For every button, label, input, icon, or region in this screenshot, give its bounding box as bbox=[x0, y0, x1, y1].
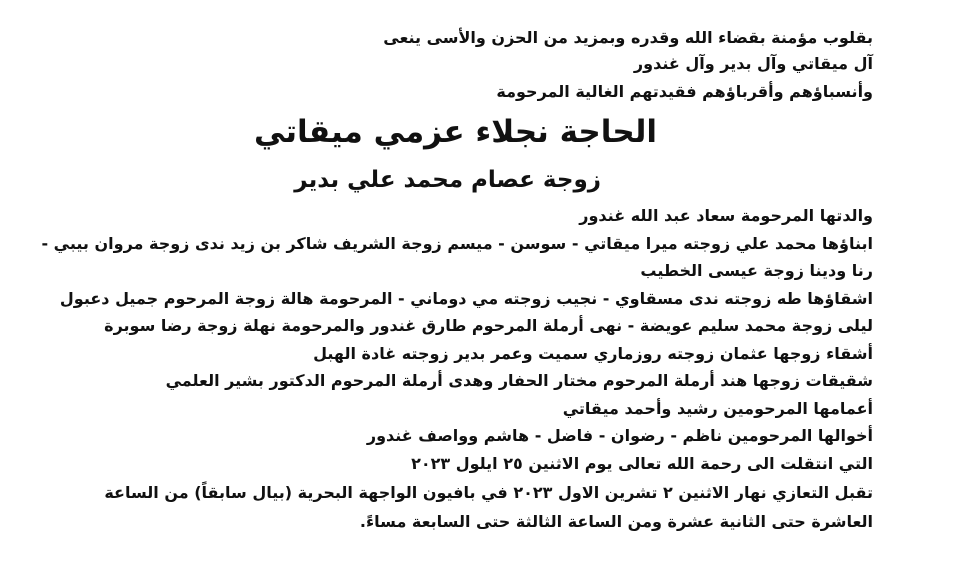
paternal-uncles-line: أعمامها المرحومين رشيد وأحمد ميقاتي bbox=[562, 399, 873, 418]
intro-line-2: آل ميقاتي وآل بدير وآل غندور bbox=[633, 54, 873, 73]
intro-line-3: وأنسباؤهم وأقرباؤهم فقيدتهم الغالية المرحومة bbox=[496, 82, 873, 101]
mother-line: والدتها المرحومة سعاد عبد الله غندور bbox=[579, 206, 873, 225]
siblings-line-2: ليلى زوجة محمد سليم عويضة - نهى أرملة المرحوم طارق غندور والمرحومة نهلة زوجة رضا سوبرة bbox=[104, 316, 873, 335]
husband-brothers-line: أشقاء زوجها عثمان زوجته روزماري سميت وعمر بدير زوجته غادة الهبل bbox=[313, 344, 873, 363]
children-line-1: ابناؤها محمد علي زوجته ميرا ميقاتي - سوسن - ميسم زوجة الشريف شاكر بن زيد ندى زوجة مروان بيبي - bbox=[41, 234, 873, 253]
spouse-line: زوجة عصام محمد علي بدير bbox=[294, 167, 601, 193]
husband-sisters-line: شقيقات زوجها هند أرملة المرحوم مختار الحفار وهدى أرملة المرحوم الدكتور بشير العلمي bbox=[165, 371, 873, 390]
condolences-line-1: تقبل التعازي نهار الاثنين ٢ تشرين الاول ٢٠٢٣ في بافيون الواجهة البحرية (بيال سابقاً) من الساعة bbox=[104, 483, 873, 502]
death-date-line: التي انتقلت الى رحمة الله تعالى يوم الاثنين ٢٥ ايلول ٢٠٢٣ bbox=[411, 454, 873, 473]
maternal-uncles-line: أخوالها المرحومين ناظم - رضوان - فاضل - هاشم وواصف غندور bbox=[366, 426, 873, 445]
intro-line-1: بقلوب مؤمنة بقضاء الله وقدره وبمزيد من الحزن والأسى ينعى bbox=[383, 28, 873, 47]
siblings-line-1: اشقاؤها طه زوجته ندى مسقاوي - نجيب زوجته مي دوماني - المرحومة هالة زوجة المرحوم جميل دعبول bbox=[59, 289, 873, 308]
condolences-line-2: العاشرة حتى الثانية عشرة ومن الساعة الثالثة حتى السابعة مساءً. bbox=[359, 512, 873, 531]
deceased-name: الحاجة نجلاء عزمي ميقاتي bbox=[254, 114, 657, 150]
children-line-2: رنا ودينا زوجة عيسى الخطيب bbox=[640, 261, 873, 280]
